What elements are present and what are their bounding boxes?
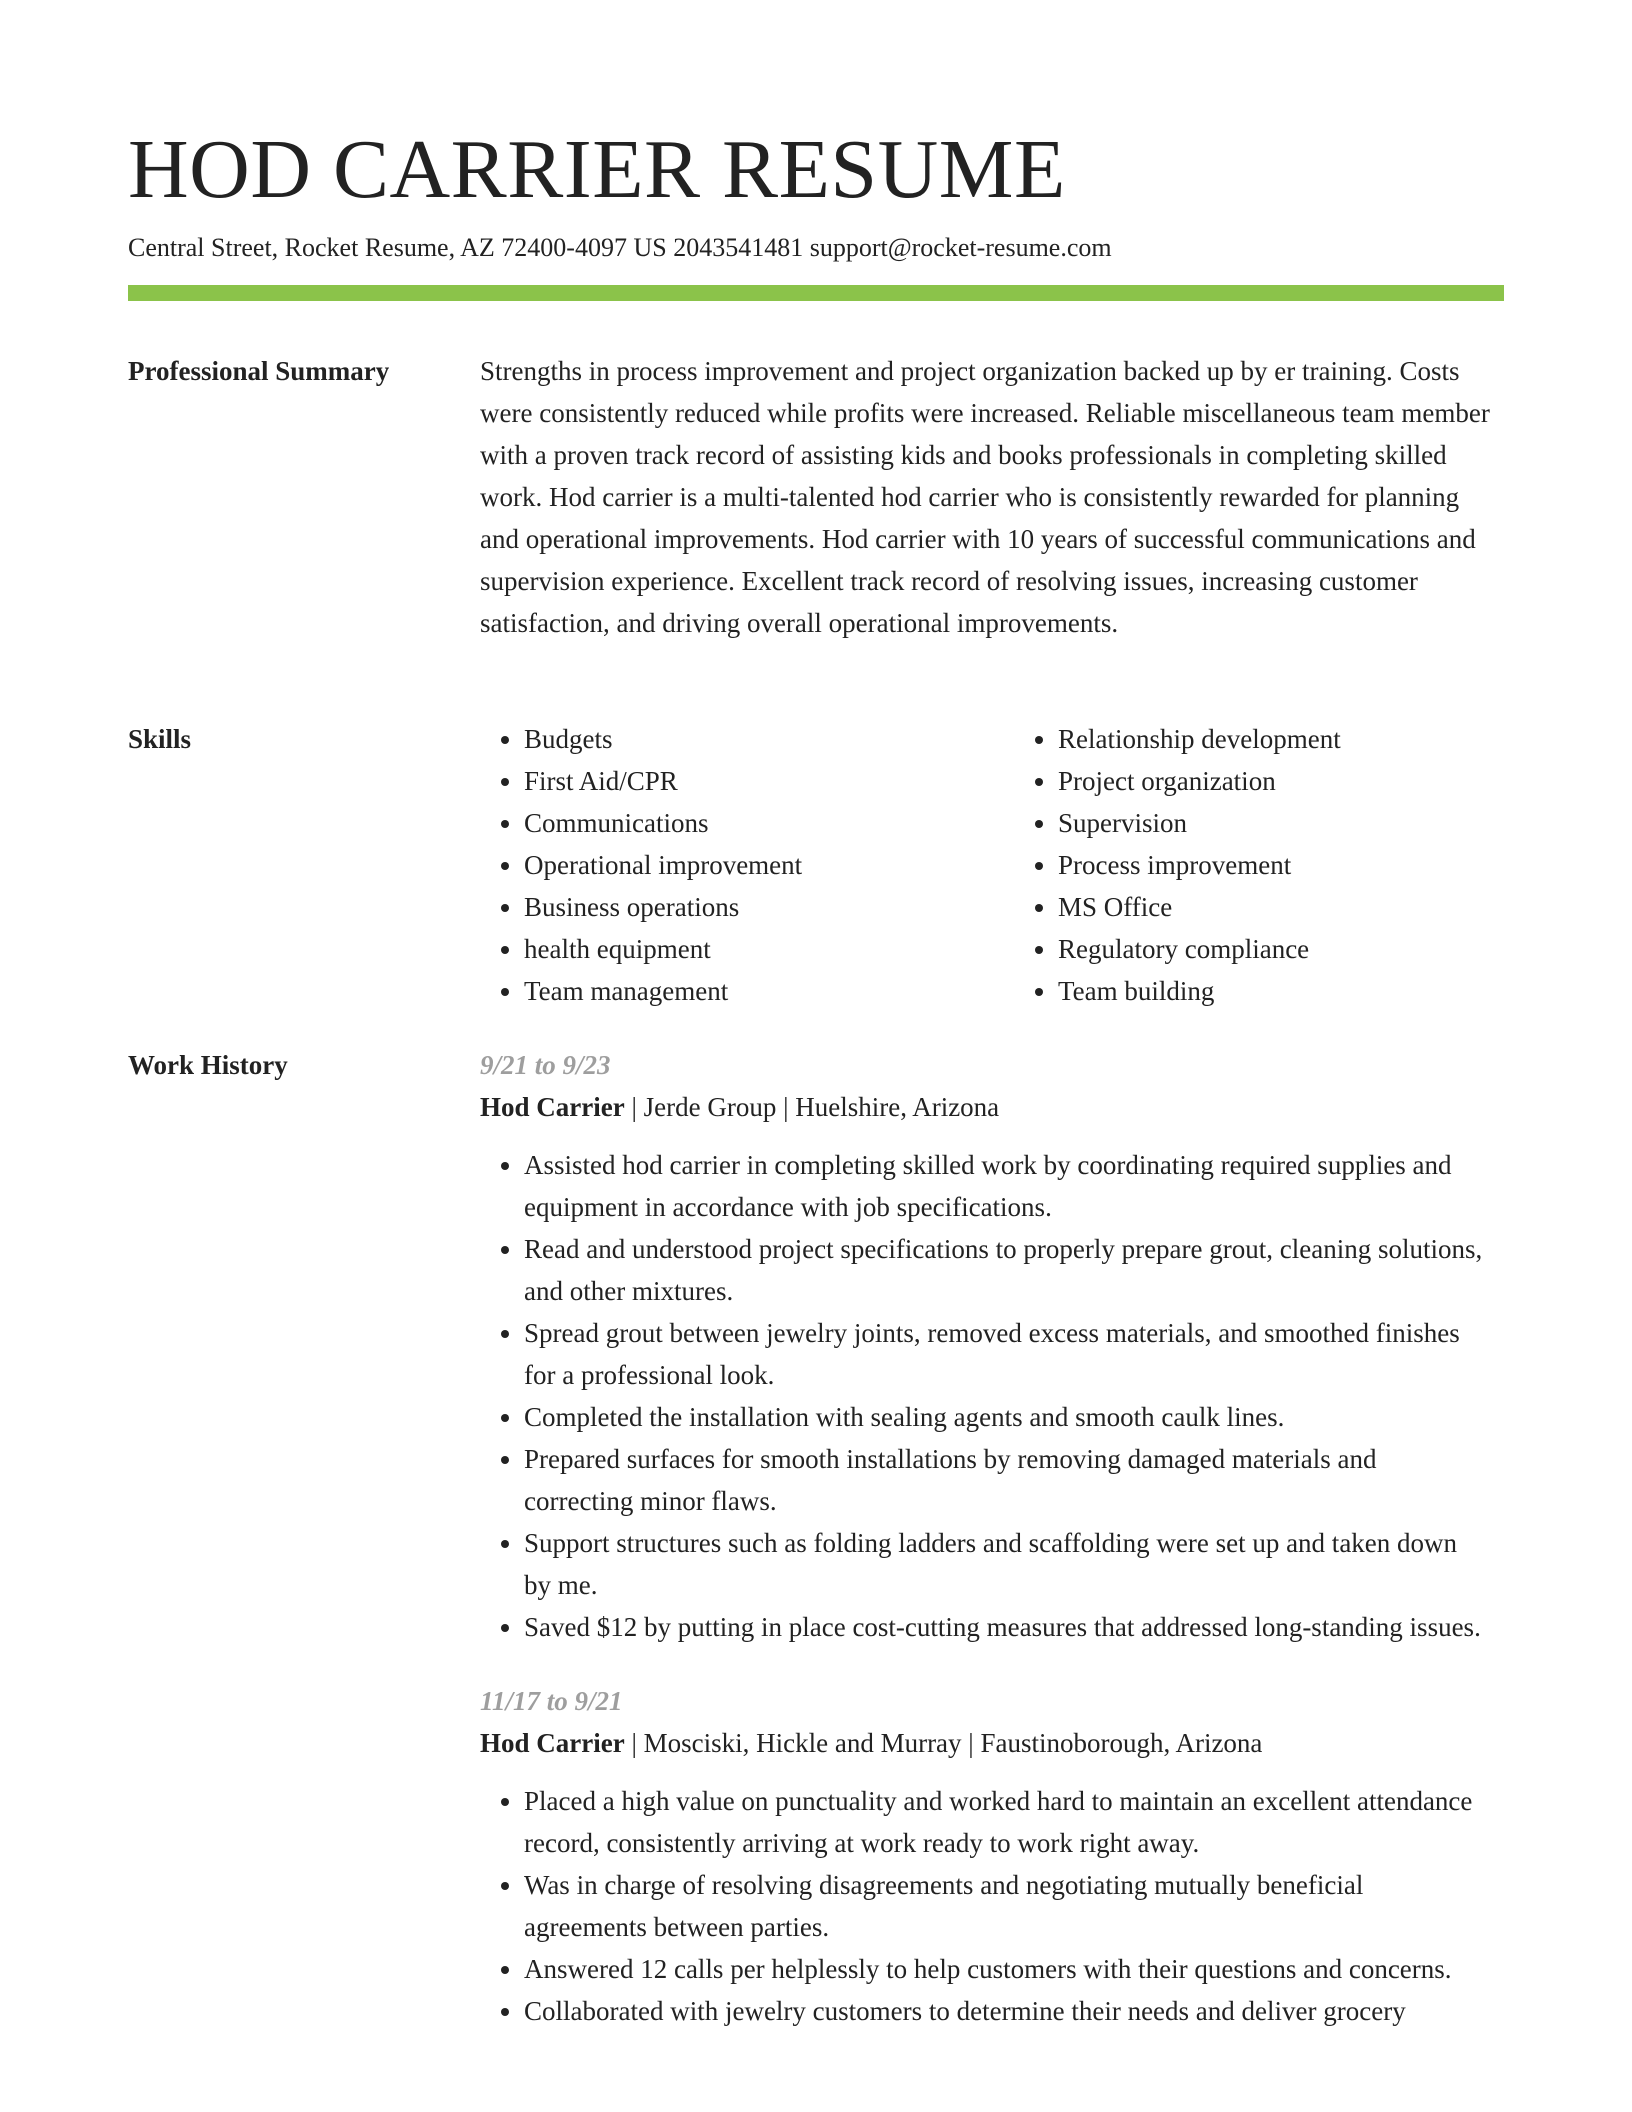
skill-item: • First Aid/CPR bbox=[524, 760, 970, 802]
job-bullets bbox=[480, 1780, 1504, 2032]
skill-item: • Operational improvement bbox=[524, 844, 970, 886]
job-heading bbox=[480, 1722, 1504, 1764]
skill-item: • Team building bbox=[1058, 970, 1504, 1012]
skills-section bbox=[480, 718, 1504, 1012]
work-history-section bbox=[480, 1044, 1504, 2032]
section-label-work: Work History bbox=[128, 1050, 288, 1080]
job-bullet: • Completed the installation with sealing agents and smooth caulk lines. bbox=[524, 1396, 1504, 1438]
job-bullet: • Read and understood project specifications to properly prepare grout, cleaning solutions, and other mixtures. bbox=[524, 1228, 1504, 1312]
job-title: Hod Carrier bbox=[480, 1728, 625, 1758]
job-bullet: • Answered 12 calls per helplessly to help customers with their questions and concerns. bbox=[524, 1948, 1504, 1990]
skills-columns bbox=[480, 718, 1504, 1012]
job-bullet: • Saved $12 by putting in place cost-cutting measures that addressed long-standing issues. bbox=[524, 1606, 1504, 1648]
skill-item: • Relationship development bbox=[1058, 718, 1504, 760]
job-bullet: • Assisted hod carrier in completing skilled work by coordinating required supplies and equipment in accordance with job specifications. bbox=[524, 1144, 1504, 1228]
skills-list-right bbox=[1014, 718, 1504, 1012]
job-employer-location: | Mosciski, Hickle and Murray | Faustinoborough, Arizona bbox=[624, 1728, 1263, 1758]
job-bullet: • Spread grout between jewelry joints, removed excess materials, and smoothed finishes for a professional look. bbox=[524, 1312, 1504, 1396]
contact-line: Central Street, Rocket Resume, AZ 72400-4097 US 2043541481 support@rocket-resume.com bbox=[128, 233, 1112, 262]
job-employer-location: | Jerde Group | Huelshire, Arizona bbox=[624, 1092, 1000, 1122]
job-heading bbox=[480, 1086, 1504, 1128]
job-bullet: • Prepared surfaces for smooth installations by removing damaged materials and correcting minor flaws. bbox=[524, 1438, 1504, 1522]
skill-item: • Supervision bbox=[1058, 802, 1504, 844]
skill-item: • Regulatory compliance bbox=[1058, 928, 1504, 970]
skill-item: • Communications bbox=[524, 802, 970, 844]
skill-item: • Process improvement bbox=[1058, 844, 1504, 886]
summary-text: Strengths in process improvement and project organization backed up by er training. Costs were consistently reduced while profits were increased. Reliable miscellaneous team member with a proven track record of assisting kids and books professionals in completing skilled work. Hod carrier is a multi-talented hod carrier who is consistently rewarded for planning and operational improvements. Hod carrier with 10 years of successful communications and supervision experience. Excellent track record of resolving issues, increasing customer satisfaction, and driving overall operational improvements. bbox=[480, 356, 1490, 638]
resume-title: HOD CARRIER RESUME bbox=[128, 123, 1066, 216]
job-dates: 9/21 to 9/23 bbox=[480, 1050, 611, 1080]
job-bullets bbox=[480, 1144, 1504, 1648]
skill-item: • Budgets bbox=[524, 718, 970, 760]
skills-list-left bbox=[480, 718, 970, 1012]
section-label-summary: Professional Summary bbox=[128, 356, 390, 386]
job-entry bbox=[480, 1044, 1504, 1648]
accent-divider bbox=[128, 285, 1504, 301]
summary-section bbox=[480, 350, 1504, 644]
skill-item: • Business operations bbox=[524, 886, 970, 928]
job-bullet: • Was in charge of resolving disagreements and negotiating mutually beneficial agreements between parties. bbox=[524, 1864, 1504, 1948]
job-bullet: • Support structures such as folding ladders and scaffolding were set up and taken down by me. bbox=[524, 1522, 1504, 1606]
job-bullet: • Placed a high value on punctuality and worked hard to maintain an excellent attendance record, consistently arriving at work ready to work right away. bbox=[524, 1780, 1504, 1864]
job-title: Hod Carrier bbox=[480, 1092, 625, 1122]
job-dates: 11/17 to 9/21 bbox=[480, 1686, 623, 1716]
job-entry bbox=[480, 1680, 1504, 2032]
skill-item: • Project organization bbox=[1058, 760, 1504, 802]
skill-item: • MS Office bbox=[1058, 886, 1504, 928]
skill-item: • Team management bbox=[524, 970, 970, 1012]
skill-item: • health equipment bbox=[524, 928, 970, 970]
section-label-skills: Skills bbox=[128, 724, 192, 754]
job-bullet: • Collaborated with jewelry customers to determine their needs and deliver grocery bbox=[524, 1990, 1504, 2032]
